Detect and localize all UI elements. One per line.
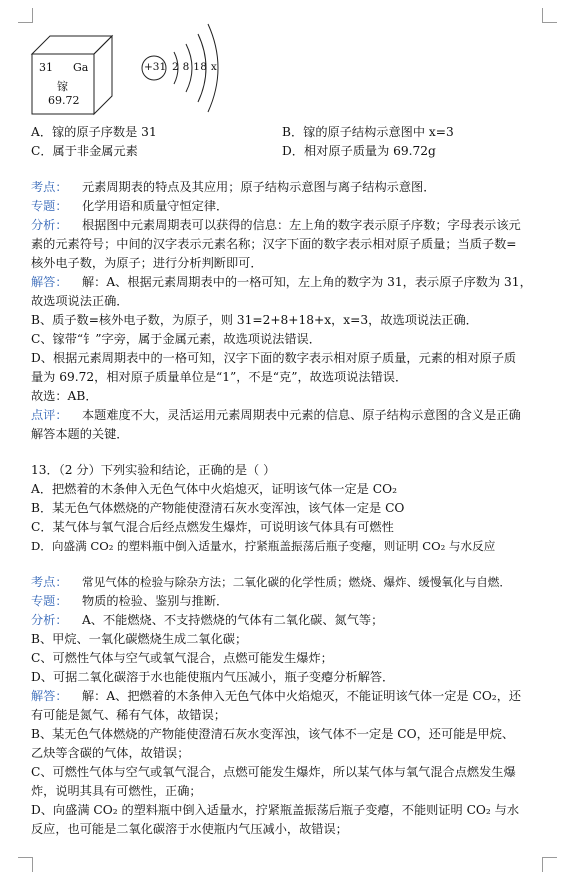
q12-fenxi-label: 分析： [31, 218, 68, 232]
q12-zhuanti: 化学用语和质量守恒定律． [82, 199, 229, 213]
q12-kaodian-label: 考点： [31, 180, 68, 194]
element-atomic-number: 31 [39, 61, 53, 74]
q13-jieda-label: 解答： [31, 689, 68, 703]
q13-jieda-line: C、可燃性气体与空气或氧气混合，点燃可能发生爆炸，所以某气体与氧气混合点燃发生爆 [31, 765, 516, 779]
element-mass: 69.72 [48, 94, 80, 107]
q12-fenxi-line: 核外电子数，为原子；进行分析判断即可． [31, 256, 263, 270]
q12-jieda-line: 解：A、根据元素周期表中的一格可知，左上角的数字为 31，表示原子序数为 31， [82, 275, 532, 289]
q13-fenxi-line: B、甲烷、一氧化碳燃烧生成二氧化碳； [31, 632, 248, 646]
element-name: 镓 [57, 80, 68, 93]
q12-dianping-label: 点评： [31, 408, 68, 422]
q12-jieda-line: C、镓带“钅”字旁，属于金属元素，故选项说法错误． [31, 332, 321, 346]
q13-zhuanti-label: 专题： [31, 594, 68, 608]
q13-jieda-line: 解：A、把燃着的木条伸入无色气体中火焰熄灭，不能证明该气体一定是 CO₂，还 [82, 689, 522, 703]
electron-shells: 2 8 18 x [172, 61, 218, 73]
q12-jieda-line: 量为 69.72，相对原子质量单位是“1”，不是“克”，故选项说法错误． [31, 370, 408, 384]
q12-option-d: D．相对原子质量为 69.72g [282, 144, 436, 158]
q13-jieda-line: B、某无色气体燃烧的产物能使澄清石灰水变浑浊，该气体不一定是 CO，还可能是甲烷、 [31, 727, 515, 741]
q12-jieda-line: 故选项说法正确． [31, 294, 129, 308]
q13-option-b: B．某无色气体燃烧的产物能使澄清石灰水变浑浊，该气体一定是 CO [31, 501, 405, 515]
corner-mark [18, 8, 33, 23]
q13-jieda-line: 乙炔等含碳的气体，故错误； [31, 746, 190, 760]
q13-option-d: D．向盛满 CO₂ 的塑料瓶中倒入适量水，拧紧瓶盖振荡后瓶子变瘪，则证明 CO₂ 与水反应 [31, 539, 496, 553]
q12-kaodian: 元素周期表的特点及其应用；原子结构示意图与离子结构示意图． [82, 180, 436, 194]
q12-option-c: C．属于非金属元素 [31, 144, 138, 158]
q13-fenxi-line: C、可燃性气体与空气或氧气混合，点燃可能发生爆炸； [31, 651, 333, 665]
q12-dianping-line: 本题难度不大，灵活运用元素周期表中元素的信息、原子结构示意图的含义是正确 [82, 408, 521, 422]
q13-jieda-line: 炸，说明其具有可燃性，正确； [31, 784, 202, 798]
q12-option-a: A．镓的原子序数是 31 [31, 125, 157, 139]
q13-fenxi-line: A、不能燃烧、不支持燃烧的气体有二氧化碳、氮气等； [82, 613, 384, 627]
q13-option-a: A．把燃着的木条伸入无色气体中火焰熄灭，证明该气体一定是 CO₂ [31, 482, 397, 496]
q12-jieda-line: D、根据元素周期表中的一格可知，汉字下面的数字表示相对原子质量，元素的相对原子质 [31, 351, 517, 365]
corner-mark [542, 8, 557, 23]
q13-kaodian: 常见气体的检验与除杂方法；二氧化碳的化学性质；燃烧、爆炸、缓慢氧化与自燃． [82, 575, 511, 589]
q13-option-c: C．某气体与氧气混合后经点燃发生爆炸，可说明该气体具有可燃性 [31, 520, 394, 534]
corner-mark [542, 857, 557, 872]
q13-kaodian-label: 考点： [31, 575, 68, 589]
q12-zhuanti-label: 专题： [31, 199, 68, 213]
q13-jieda-line: 有可能是氮气、稀有气体，故错误； [31, 708, 226, 722]
q12-fenxi-line: 素的元素符号；中间的汉字表示元素名称；汉字下面的数字表示相对原子质量；当质子数= [31, 237, 517, 251]
q13-fenxi-label: 分析： [31, 613, 68, 627]
q12-dianping-line: 解答本题的关键． [31, 427, 129, 441]
q13-fenxi-line: D、可据二氧化碳溶于水也能使瓶内气压减小，瓶子变瘪分析解答． [31, 670, 395, 684]
q12-jieda-line: 故选：AB． [31, 389, 98, 403]
q12-jieda-line: B、质子数=核外电子数，为原子，则 31=2+8+18+x，x=3，故选项说法正确． [31, 313, 478, 327]
q13-jieda-line: 反应，也可能是二氧化碳溶于水使瓶内气压减小，故错误； [31, 822, 348, 836]
nucleus-charge: +31 [144, 61, 167, 73]
corner-mark [18, 857, 33, 872]
q13-jieda-line: D、向盛满 CO₂ 的塑料瓶中倒入适量水，拧紧瓶盖振荡后瓶子变瘪，不能则证明 CO₂ 与水 [31, 803, 520, 817]
q12-option-b: B．镓的原子结构示意图中 x=3 [282, 125, 454, 139]
element-symbol: Ga [73, 61, 89, 74]
q13-stem: 13．（2 分）下列实验和结论，正确的是（ ） [31, 463, 276, 477]
q12-jieda-label: 解答： [31, 275, 68, 289]
q13-zhuanti: 物质的检验、鉴别与推断． [82, 594, 229, 608]
q12-fenxi-line: 根据图中元素周期表可以获得的信息：左上角的数字表示原子序数；字母表示该元 [82, 218, 521, 232]
